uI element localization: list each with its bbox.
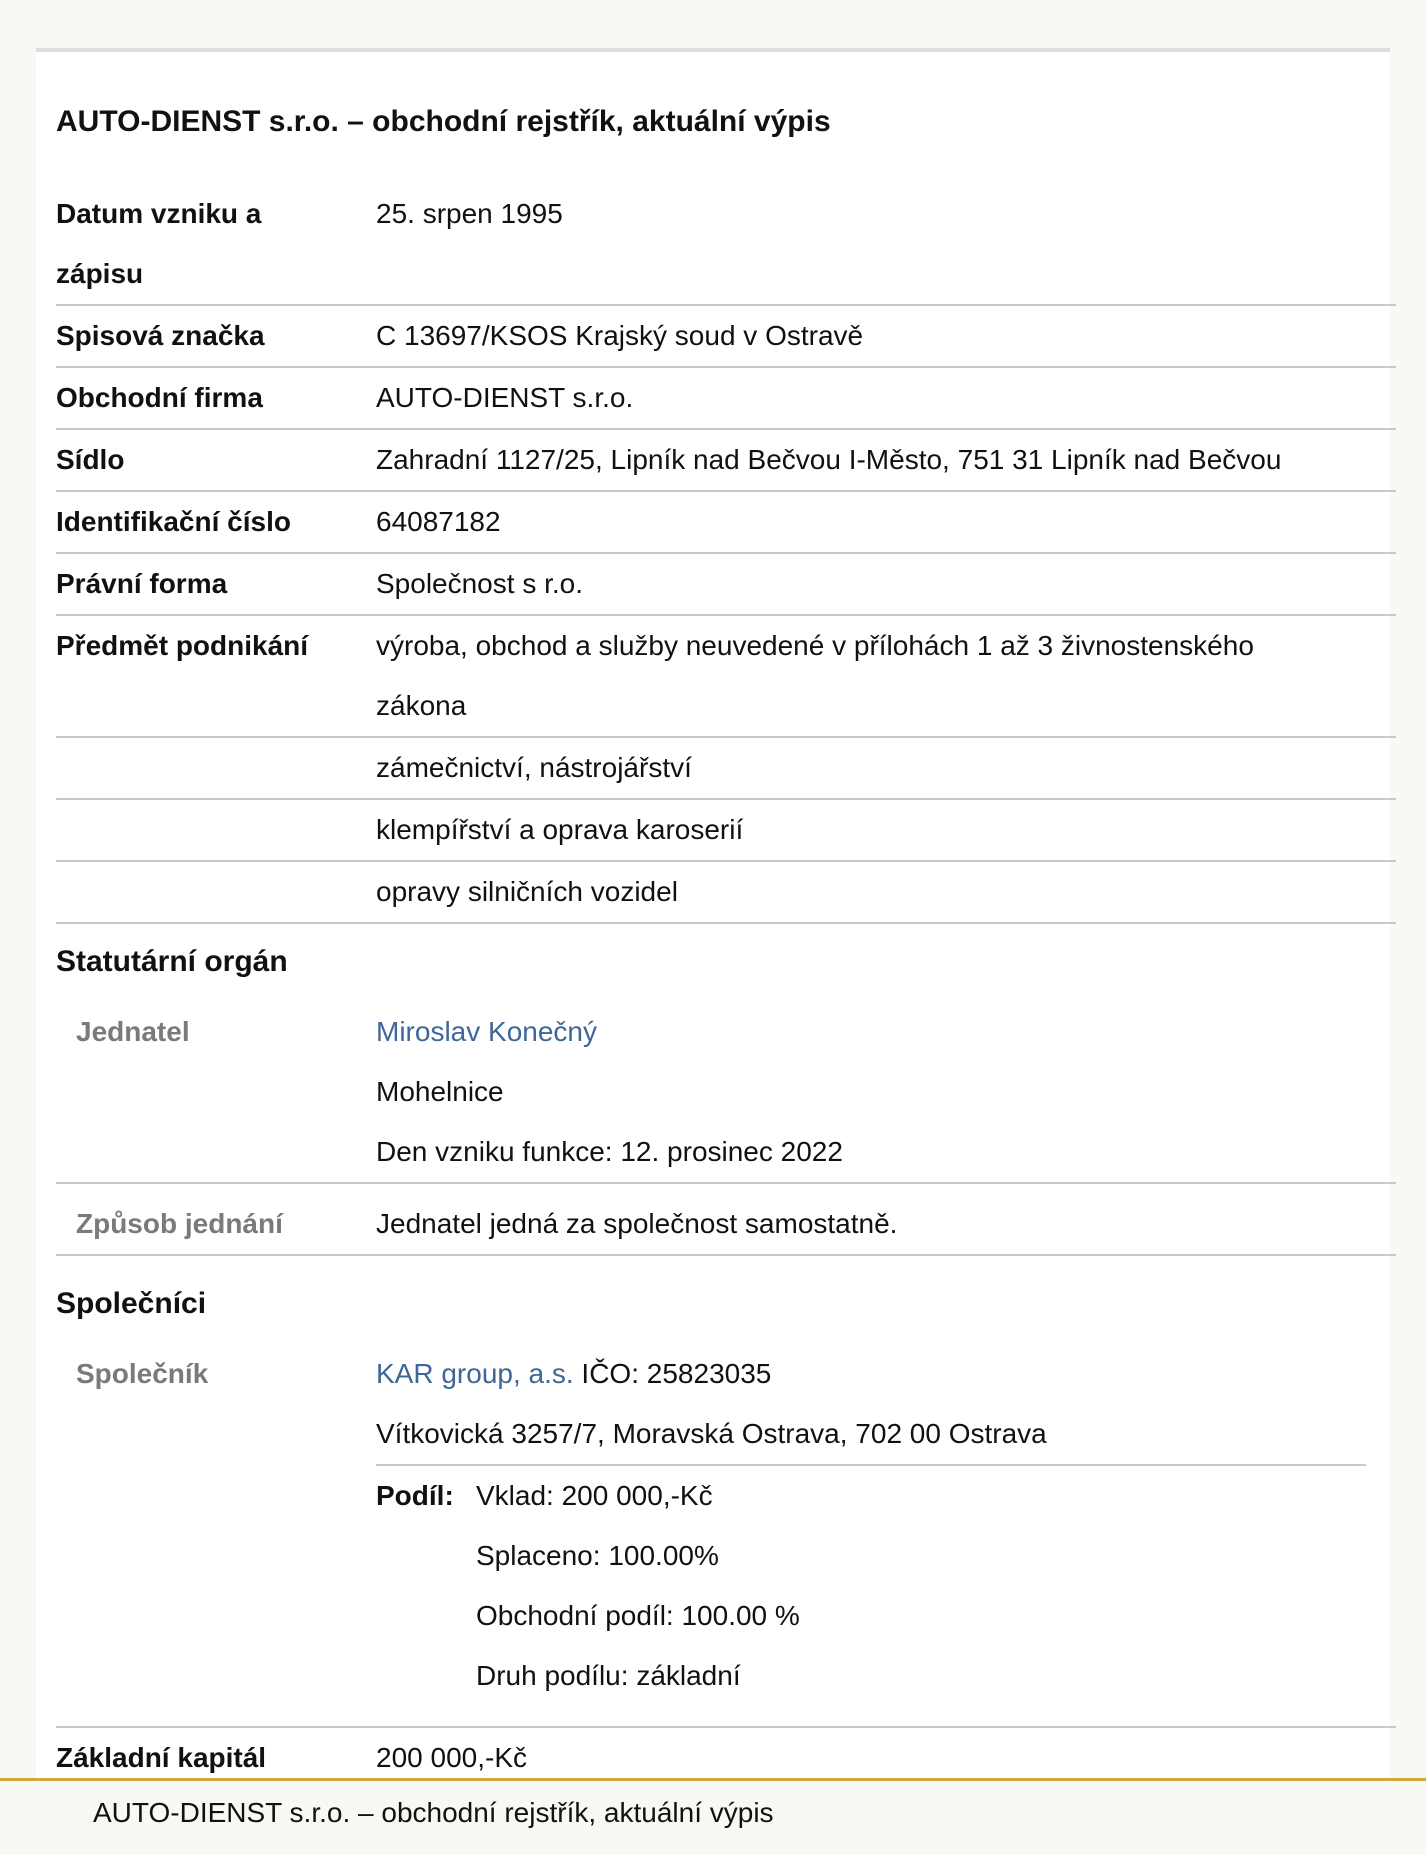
row-datum-vzniku	[56, 184, 1396, 306]
row-jednatel	[56, 1002, 1396, 1184]
row-value: klempířství a oprava karoserií	[376, 814, 744, 845]
row-value: C 13697/KSOS Krajský soud v Ostravě	[376, 320, 864, 351]
row-label: Datum vzniku a zápisu	[56, 198, 262, 289]
row-value: zámečnictví, nástrojářství	[376, 752, 692, 783]
row-obchodni-firma	[56, 368, 1396, 430]
row-label: Způsob jednání	[76, 1208, 283, 1239]
row-value: Zahradní 1127/25, Lipník nad Bečvou I-Město, 751 31 Lipník nad Bečvou	[376, 444, 1282, 475]
row-value	[376, 1344, 1396, 1706]
row-spisova-znacka	[56, 306, 1396, 368]
row-label: Právní forma	[56, 568, 228, 599]
row-spolecnik	[56, 1344, 1396, 1728]
row-zpusob-jednani	[56, 1194, 1396, 1256]
row-predmet-podnikani	[56, 616, 1396, 738]
row-value: 64087182	[376, 506, 501, 537]
spolecnik-name-link[interactable]: KAR group, a.s.	[376, 1358, 574, 1389]
row-label: Jednatel	[76, 1016, 190, 1047]
row-value: výroba, obchod a služby neuvedené v přílohách 1 až 3 živnostenského zákona	[376, 630, 1254, 721]
jednatel-since: Den vzniku funkce: 12. prosinec 2022	[376, 1136, 843, 1167]
row-label: Obchodní firma	[56, 382, 263, 413]
row-pravni-forma	[56, 554, 1396, 616]
page-title: AUTO-DIENST s.r.o. – obchodní rejstřík, aktuální výpis	[56, 105, 831, 138]
row-value: Společnost s r.o.	[376, 568, 584, 599]
row-value: 200 000,-Kč	[376, 1742, 527, 1773]
row-label: Identifikační číslo	[56, 506, 291, 537]
row-label: Sídlo	[56, 444, 125, 475]
jednatel-city: Mohelnice	[376, 1076, 504, 1107]
row-label: Spisová značka	[56, 320, 265, 351]
podil-block	[376, 1464, 1366, 1706]
podil-obchodni: Obchodní podíl: 100.00 %	[476, 1600, 800, 1631]
row-predmet-item	[56, 862, 1396, 924]
spolecnik-address: Vítkovická 3257/7, Moravská Ostrava, 702 00 Ostrava	[376, 1418, 1047, 1449]
podil-vklad: Vklad: 200 000,-Kč	[476, 1480, 713, 1511]
row-label: Základní kapitál	[56, 1742, 267, 1773]
spolecnik-ico: IČO: 25823035	[573, 1358, 772, 1389]
register-card	[36, 48, 1390, 1787]
section-heading-spolecnici: Společníci	[56, 1287, 207, 1320]
row-value: opravy silničních vozidel	[376, 876, 678, 907]
footer-text: AUTO-DIENST s.r.o. – obchodní rejstřík, aktuální výpis	[93, 1797, 774, 1828]
row-label: Společník	[76, 1358, 209, 1389]
row-value	[376, 1002, 1396, 1182]
row-predmet-item	[56, 800, 1396, 862]
spolecnik-name-line	[376, 1344, 1396, 1404]
footer	[0, 1778, 1426, 1855]
row-label: Předmět podnikání	[56, 630, 309, 661]
row-sidlo	[56, 430, 1396, 492]
podil-label: Podíl:	[376, 1480, 454, 1511]
podil-splaceno: Splaceno: 100.00%	[476, 1540, 719, 1571]
podil-druh: Druh podílu: základní	[476, 1660, 741, 1691]
row-identifikacni-cislo	[56, 492, 1396, 554]
section-heading-statutarni: Statutární orgán	[56, 945, 288, 978]
row-value: Jednatel jedná za společnost samostatně.	[376, 1208, 898, 1239]
jednatel-name-link[interactable]: Miroslav Konečný	[376, 1016, 597, 1047]
row-predmet-item	[56, 738, 1396, 800]
row-value: AUTO-DIENST s.r.o.	[376, 382, 634, 413]
row-value: 25. srpen 1995	[376, 198, 563, 229]
podil-values	[476, 1466, 800, 1706]
